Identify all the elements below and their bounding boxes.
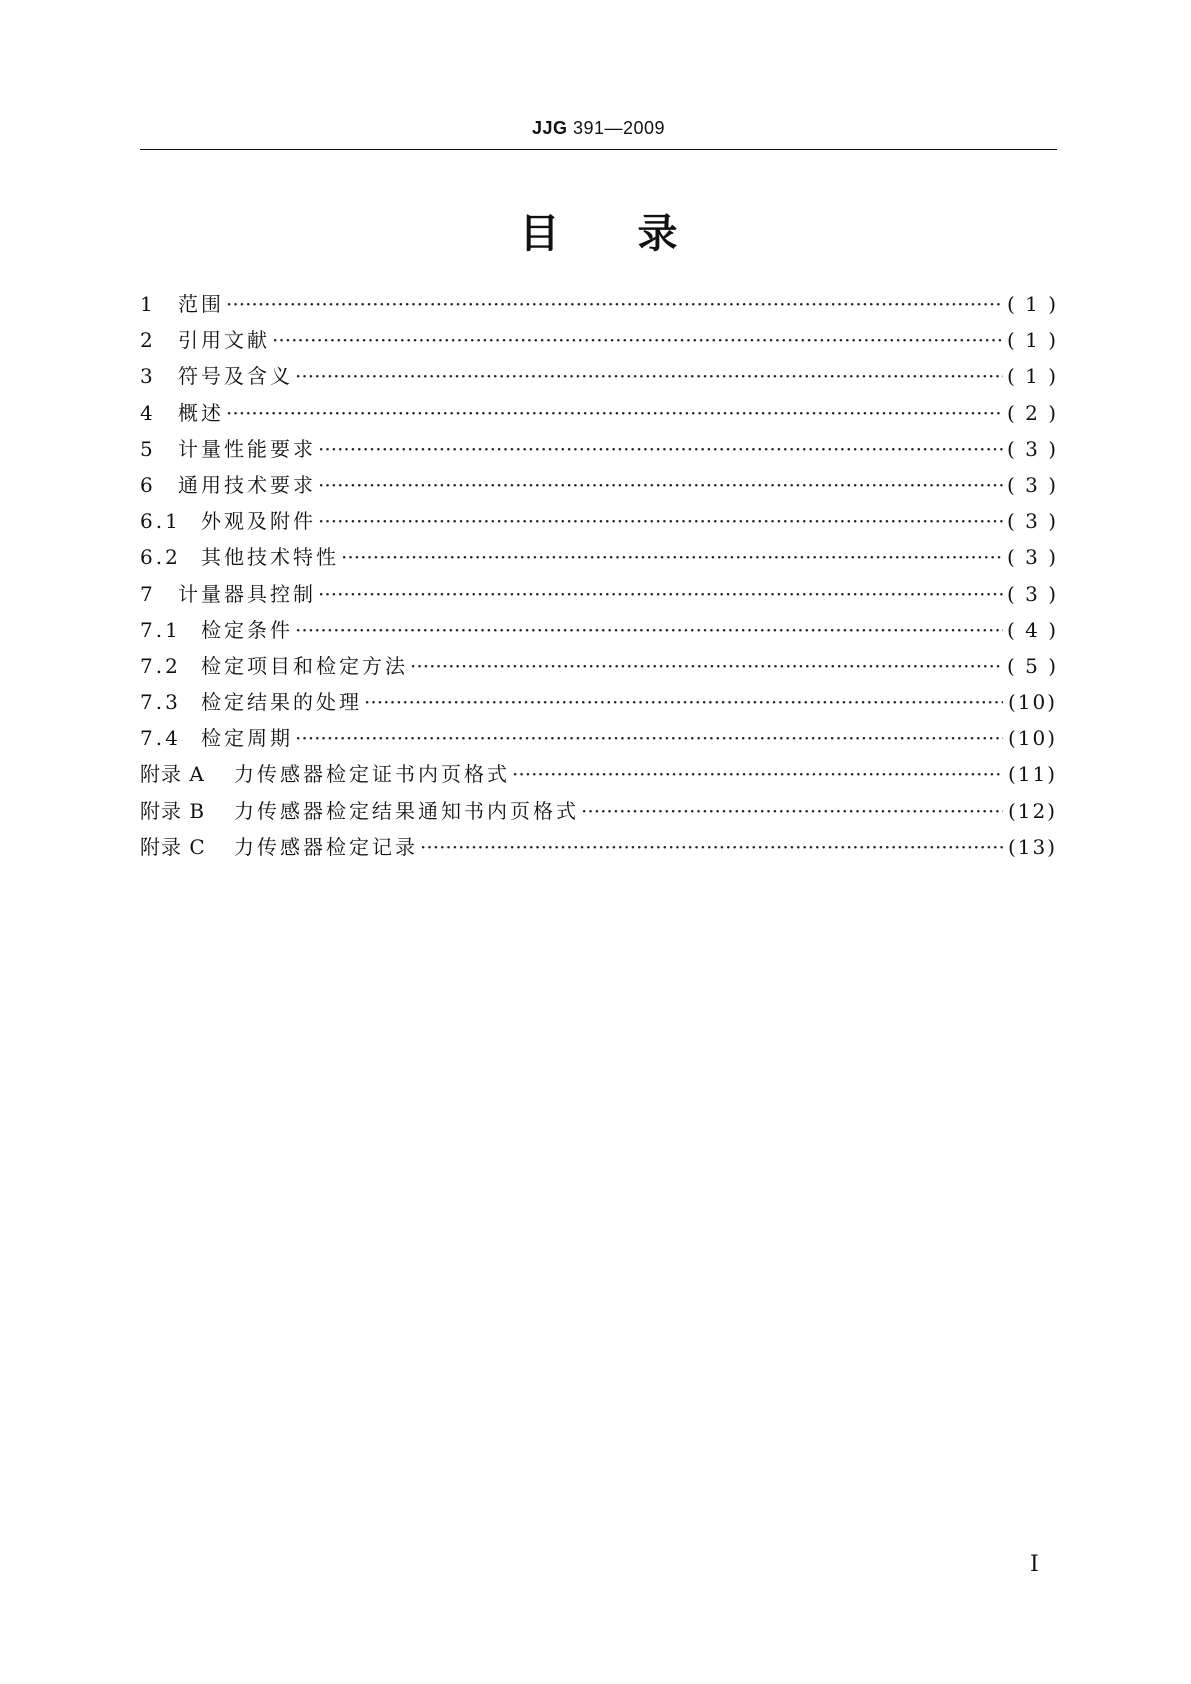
toc-dot-leader [318, 509, 1003, 533]
toc-entry-page: ( 1 ) [1007, 328, 1059, 353]
toc-title-char-1: 目 [519, 211, 560, 257]
toc-entry-number: 7.3 [140, 690, 181, 715]
toc-entry[interactable] [140, 758, 1057, 794]
toc-entry-number: 6.1 [140, 509, 181, 534]
toc-entry-title: 通用技术要求 [178, 472, 316, 497]
toc-entry-page: ( 1 ) [1007, 292, 1059, 316]
toc-entry-number: 7.4 [140, 726, 181, 751]
toc-entry-page: ( 3 ) [1007, 545, 1059, 570]
toc-entry-title: 力传感器检定记录 [234, 834, 418, 859]
toc-entry[interactable] [140, 360, 1057, 396]
toc-entry-title: 力传感器检定证书内页格式 [234, 762, 510, 787]
toc-entry-number: 3 [140, 364, 156, 389]
toc-entry-page: (11) [1007, 762, 1057, 787]
toc-entry-page: (12) [1007, 798, 1057, 823]
toc-entry-title: 计量性能要求 [178, 436, 316, 461]
document-header [140, 118, 1057, 139]
toc-entry-number: 附录 C [140, 834, 206, 859]
toc-entry-title: 检定项目和检定方法 [201, 653, 408, 678]
toc-entry[interactable] [140, 324, 1057, 360]
toc-dot-leader [226, 401, 1003, 425]
toc-entry-title: 概述 [178, 400, 224, 425]
toc-dot-leader [318, 582, 1003, 606]
toc-entry[interactable] [140, 650, 1057, 686]
toc-entry[interactable] [140, 288, 1057, 324]
toc-dot-leader [226, 292, 1003, 316]
table-of-contents [140, 288, 1057, 867]
toc-entry-page: ( 5 ) [1007, 653, 1059, 678]
toc-dot-leader [512, 762, 1003, 786]
toc-dot-leader [295, 364, 1003, 388]
page-number: I [1030, 1552, 1039, 1577]
toc-entry[interactable] [140, 795, 1057, 831]
toc-entry-page: ( 3 ) [1007, 472, 1059, 497]
toc-entry[interactable] [140, 397, 1057, 433]
toc-dot-leader [318, 473, 1003, 497]
toc-entry-title: 计量器具控制 [178, 581, 316, 606]
toc-entry[interactable] [140, 505, 1057, 541]
toc-entry-page: (10) [1007, 690, 1057, 715]
toc-entry[interactable] [140, 614, 1057, 650]
toc-entry-number: 7.1 [140, 617, 181, 642]
toc-entry-title: 检定条件 [201, 617, 293, 642]
toc-dot-leader [272, 328, 1003, 352]
toc-entry[interactable] [140, 541, 1057, 577]
toc-dot-leader [364, 690, 1003, 714]
toc-entry-title: 其他技术特性 [201, 545, 339, 570]
toc-entry-page: (13) [1007, 834, 1057, 859]
toc-entry-title: 检定结果的处理 [201, 690, 362, 715]
toc-entry-number: 4 [140, 400, 156, 425]
toc-dot-leader [410, 654, 1003, 678]
toc-entry-number: 6 [140, 472, 156, 497]
toc-entry-title: 符号及含义 [178, 364, 293, 389]
standard-code-prefix: JJG [531, 118, 568, 138]
toc-entry-number: 7 [140, 581, 156, 606]
toc-entry-title: 外观及附件 [201, 509, 316, 534]
toc-dot-leader [295, 618, 1003, 642]
toc-title [140, 202, 1057, 259]
toc-entry-number: 7.2 [140, 653, 181, 678]
toc-dot-leader [581, 799, 1003, 823]
toc-entry[interactable] [140, 433, 1057, 469]
toc-entry-number: 5 [140, 436, 156, 461]
toc-entry-page: ( 3 ) [1007, 509, 1059, 534]
toc-entry-number: 附录 A [140, 762, 205, 787]
toc-entry-number: 6.2 [140, 545, 181, 570]
toc-entry-page: ( 1 ) [1007, 364, 1059, 389]
toc-entry[interactable] [140, 722, 1057, 758]
toc-entry-title: 引用文献 [178, 328, 270, 353]
toc-entry-number: 1 [140, 292, 156, 316]
toc-dot-leader [420, 835, 1003, 859]
toc-entry[interactable] [140, 831, 1057, 867]
toc-entry[interactable] [140, 686, 1057, 722]
toc-entry[interactable] [140, 469, 1057, 505]
toc-entry[interactable] [140, 578, 1057, 614]
toc-entry-title: 检定周期 [201, 726, 293, 751]
standard-code-number: 391—2009 [567, 118, 666, 138]
toc-entry-title: 范围 [178, 292, 224, 316]
toc-entry-page: ( 4 ) [1007, 617, 1059, 642]
toc-entry-number: 附录 B [140, 798, 206, 823]
toc-dot-leader [318, 437, 1003, 461]
toc-dot-leader [295, 726, 1003, 750]
toc-title-char-2: 录 [637, 211, 678, 257]
toc-entry-page: ( 2 ) [1007, 400, 1059, 425]
toc-entry-number: 2 [140, 328, 156, 353]
header-divider [140, 149, 1057, 150]
toc-entry-page: ( 3 ) [1007, 436, 1059, 461]
toc-entry-title: 力传感器检定结果通知书内页格式 [234, 798, 579, 823]
toc-entry-page: (10) [1007, 726, 1057, 751]
toc-entry-page: ( 3 ) [1007, 581, 1059, 606]
toc-dot-leader [341, 545, 1003, 569]
